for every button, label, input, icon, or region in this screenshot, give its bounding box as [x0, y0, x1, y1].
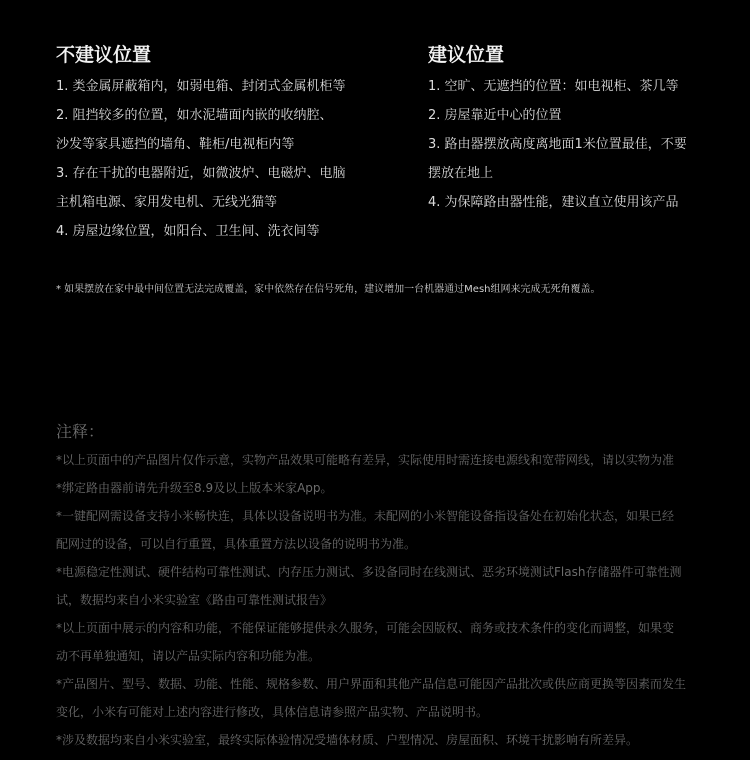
not-recommended-line: 主机箱电源、家用发电机、无线光猫等 — [56, 195, 278, 210]
mesh-footnote: * 如果摆放在家中最中间位置无法完成覆盖，家中依然存在信号死角，建议增加一台机器通过Mesh组网来完成无死角覆盖。 — [56, 284, 601, 295]
note-line: *涉及数据均来自小米实验室，最终实际体验情况受墙体材质、户型情况、房屋面积、环境干扰影响有所差异。 — [56, 733, 639, 747]
not-recommended-line: 3. 存在干扰的电器附近，如微波炉、电磁炉、电脑 — [56, 166, 346, 181]
notes-title: 注释： — [56, 422, 105, 441]
note-line: *产品图片、型号、数据、功能、性能、规格参数、用户界面和其他产品信息可能因产品批次或供应商更换等因素而发生 — [56, 677, 687, 691]
notes-section — [56, 418, 706, 754]
note-line: *一键配网需设备支持小米畅快连，具体以设备说明书为准。未配网的小米智能设备指设备处在初始化状态，如果已经 — [56, 509, 675, 523]
not-recommended-line: 4. 房屋边缘位置，如阳台、卫生间、洗衣间等 — [56, 224, 320, 239]
note-line: 动不再单独通知，请以产品实际内容和功能为准。 — [56, 649, 321, 663]
recommended-line: 3. 路由器摆放高度离地面1米位置最佳，不要 — [428, 137, 687, 152]
note-line: 变化，小米有可能对上述内容进行修改，具体信息请参照产品实物、产品说明书。 — [56, 705, 489, 719]
note-line: *以上页面中的产品图片仅作示意，实物产品效果可能略有差异，实际使用时需连接电源线和宽带网线，请以实物为准 — [56, 453, 675, 467]
recommended-line: 1. 空旷、无遮挡的位置：如电视柜、茶几等 — [428, 79, 679, 94]
recommended-line: 2. 房屋靠近中心的位置 — [428, 108, 562, 123]
recommended-title: 建议位置 — [428, 44, 505, 66]
note-line: 试，数据均来自小米实验室《路由可靠性测试报告》 — [56, 593, 333, 607]
note-line: *绑定路由器前请先升级至8.9及以上版本米家App。 — [56, 481, 333, 495]
note-line: *以上页面中展示的内容和功能，不能保证能够提供永久服务，可能会因版权、商务或技术条件的变化而调整，如果变 — [56, 621, 675, 635]
not-recommended-line: 2. 阻挡较多的位置，如水泥墙面内嵌的收纳腔、 — [56, 108, 333, 123]
not-recommended-title: 不建议位置 — [56, 44, 152, 66]
note-line: 配网过的设备，可以自行重置，具体重置方法以设备的说明书为准。 — [56, 537, 417, 551]
not-recommended-line: 沙发等家具遮挡的墙角、鞋柜/电视柜内等 — [56, 137, 295, 152]
recommended-line: 4. 为保障路由器性能，建议直立使用该产品 — [428, 195, 679, 210]
recommended-section — [428, 40, 728, 217]
note-line: *电源稳定性测试、硬件结构可靠性测试、内存压力测试、多设备同时在线测试、恶劣环境测试Flash存储器件可靠性测 — [56, 565, 682, 579]
recommended-line: 摆放在地上 — [428, 166, 494, 181]
not-recommended-line: 1. 类金属屏蔽箱内，如弱电箱、封闭式金属机柜等 — [56, 79, 346, 94]
not-recommended-section — [56, 40, 416, 246]
